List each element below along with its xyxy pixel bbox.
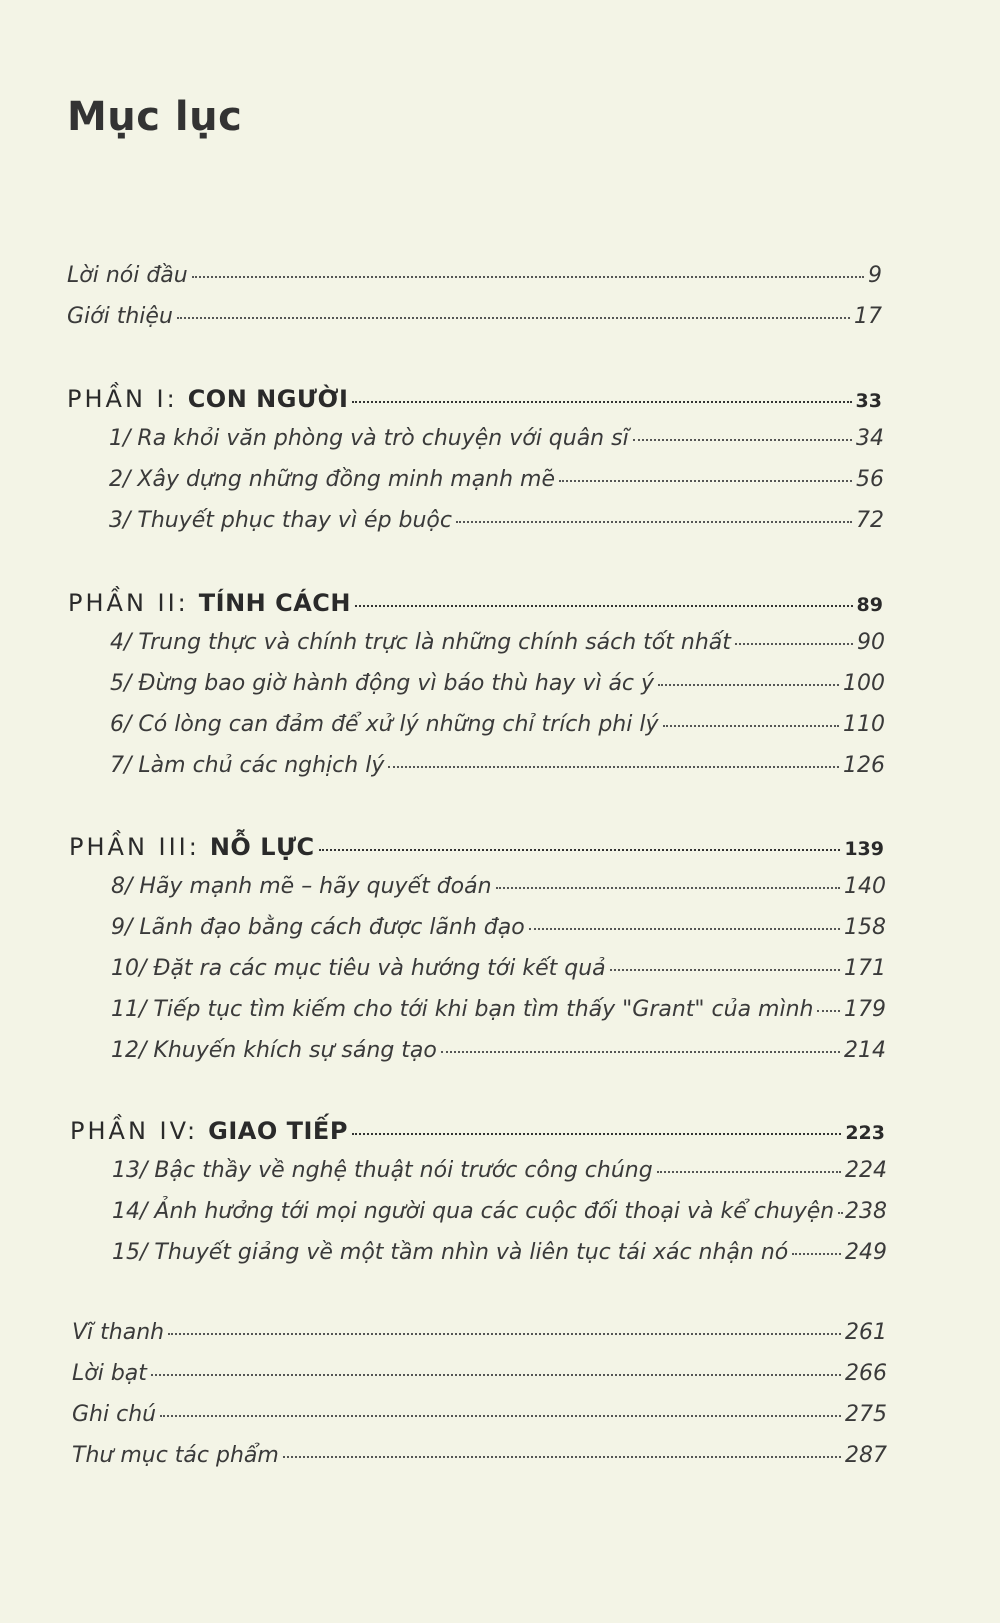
page-number: 139 bbox=[844, 838, 884, 860]
page-number: 33 bbox=[855, 390, 882, 412]
dot-leader bbox=[319, 848, 841, 851]
toc-chapter bbox=[109, 508, 884, 542]
toc-chapter bbox=[110, 671, 885, 705]
toc-chapter bbox=[110, 712, 885, 746]
toc-chapter bbox=[111, 997, 886, 1031]
entry-label: 2/ Xây dựng những đồng minh mạnh mẽ bbox=[109, 467, 556, 492]
entry-label: 5/ Đừng bao giờ hành động vì báo thù hay vì ác ý bbox=[110, 671, 655, 696]
page-number: 275 bbox=[845, 1402, 887, 1427]
page-number: 171 bbox=[844, 956, 886, 981]
page-number: 249 bbox=[845, 1240, 887, 1265]
entry-label: 14/ Ảnh hưởng tới mọi người qua các cuộc đối thoại và kể chuyện bbox=[112, 1199, 835, 1224]
toc-chapter bbox=[111, 874, 886, 908]
page-number: 266 bbox=[845, 1361, 887, 1386]
entry-label: 1/ Ra khỏi văn phòng và trò chuyện với quân sĩ bbox=[109, 426, 629, 451]
dot-leader bbox=[352, 1132, 841, 1135]
toc-chapter bbox=[109, 467, 884, 501]
dot-leader bbox=[388, 765, 839, 768]
toc-entry-afterword bbox=[72, 1361, 887, 1395]
dot-leader bbox=[663, 724, 840, 727]
page-number: 223 bbox=[845, 1122, 885, 1144]
part-number: PHẦN II: bbox=[68, 589, 189, 617]
entry-label: 9/ Lãnh đạo bằng cách được lãnh đạo bbox=[111, 915, 525, 940]
page-number: 224 bbox=[845, 1158, 887, 1183]
entry-label: 7/ Làm chủ các nghịch lý bbox=[110, 753, 385, 778]
toc-chapter bbox=[112, 1240, 887, 1274]
part-title: TÍNH CÁCH bbox=[198, 589, 351, 617]
dot-leader bbox=[151, 1373, 841, 1376]
dot-leader bbox=[160, 1414, 841, 1417]
entry-label: 3/ Thuyết phục thay vì ép buộc bbox=[109, 508, 452, 533]
entry-label: 10/ Đặt ra các mục tiêu và hướng tới kết quả bbox=[111, 956, 606, 981]
part-title: CON NGƯỜI bbox=[187, 385, 349, 413]
part-title: GIAO TIẾP bbox=[208, 1117, 348, 1145]
toc-entry-notes bbox=[72, 1402, 887, 1436]
page-number: 179 bbox=[844, 997, 886, 1022]
dot-leader bbox=[657, 1170, 841, 1173]
toc-chapter bbox=[111, 1038, 886, 1072]
page-number: 126 bbox=[843, 753, 885, 778]
toc-chapter bbox=[112, 1199, 887, 1233]
part-number: PHẦN III: bbox=[69, 833, 200, 861]
toc-part-heading bbox=[70, 1117, 885, 1151]
dot-leader bbox=[177, 316, 850, 319]
entry-label: Ghi chú bbox=[72, 1402, 157, 1427]
dot-leader bbox=[355, 604, 853, 607]
toc-chapter bbox=[110, 630, 885, 664]
page-number: 34 bbox=[856, 426, 884, 451]
page-number: 72 bbox=[856, 508, 884, 533]
toc-part-heading bbox=[67, 385, 882, 419]
dot-leader bbox=[441, 1050, 840, 1053]
page-number: 287 bbox=[845, 1443, 887, 1468]
entry-label: 13/ Bậc thầy về nghệ thuật nói trước công chúng bbox=[112, 1158, 653, 1183]
dot-leader bbox=[168, 1332, 841, 1335]
dot-leader bbox=[658, 683, 839, 686]
part-number: PHẦN I: bbox=[67, 385, 178, 413]
entry-label: 12/ Khuyến khích sự sáng tạo bbox=[111, 1038, 437, 1063]
page-number: 9 bbox=[868, 263, 882, 288]
page-number: 89 bbox=[856, 594, 883, 616]
dot-leader bbox=[192, 275, 864, 278]
page-number: 261 bbox=[845, 1320, 887, 1345]
dot-leader bbox=[838, 1211, 841, 1214]
entry-label: Lời bạt bbox=[72, 1361, 147, 1386]
page-number: 158 bbox=[844, 915, 886, 940]
entry-label: Giới thiệu bbox=[67, 304, 173, 329]
dot-leader bbox=[283, 1455, 841, 1458]
toc-chapter bbox=[112, 1158, 887, 1192]
dot-leader bbox=[633, 438, 852, 441]
toc-entry-epilogue bbox=[72, 1320, 887, 1354]
dot-leader bbox=[792, 1252, 841, 1255]
dot-leader bbox=[817, 1009, 840, 1012]
toc-entry-preface bbox=[67, 263, 882, 297]
toc-part-heading bbox=[69, 833, 884, 867]
toc-part-heading bbox=[68, 589, 883, 623]
page-number: 238 bbox=[845, 1199, 887, 1224]
entry-label: Vĩ thanh bbox=[72, 1320, 165, 1345]
toc-chapter bbox=[110, 753, 885, 787]
dot-leader bbox=[610, 968, 840, 971]
toc-chapter bbox=[111, 915, 886, 949]
entry-label: 15/ Thuyết giảng về một tầm nhìn và liên tục tái xác nhận nó bbox=[112, 1240, 789, 1265]
entry-label: 6/ Có lòng can đảm để xử lý những chỉ trích phi lý bbox=[110, 712, 659, 737]
page-number: 100 bbox=[843, 671, 885, 696]
page-number: 56 bbox=[856, 467, 884, 492]
part-title: NỖ LỰC bbox=[209, 833, 315, 861]
dot-leader bbox=[496, 886, 840, 889]
entry-label: Thư mục tác phẩm bbox=[72, 1443, 279, 1468]
toc-chapter bbox=[109, 426, 884, 460]
entry-label: Lời nói đầu bbox=[67, 263, 188, 288]
toc-chapter bbox=[111, 956, 886, 990]
entry-label: 8/ Hãy mạnh mẽ – hãy quyết đoán bbox=[111, 874, 492, 899]
dot-leader bbox=[559, 479, 852, 482]
page-number: 110 bbox=[843, 712, 885, 737]
page-title: Mục lục bbox=[67, 94, 243, 140]
page-number: 90 bbox=[857, 630, 885, 655]
dot-leader bbox=[352, 400, 851, 403]
entry-label: 11/ Tiếp tục tìm kiếm cho tới khi bạn tìm thấy "Grant" của mình bbox=[111, 997, 814, 1022]
page-number: 140 bbox=[844, 874, 886, 899]
entry-label: 4/ Trung thực và chính trực là những chính sách tốt nhất bbox=[110, 630, 731, 655]
toc-entry-introduction bbox=[67, 304, 882, 338]
page-number: 17 bbox=[854, 304, 882, 329]
page-number: 214 bbox=[844, 1038, 886, 1063]
toc-entry-bibliography bbox=[72, 1443, 887, 1477]
dot-leader bbox=[735, 642, 853, 645]
dot-leader bbox=[529, 927, 840, 930]
dot-leader bbox=[456, 520, 852, 523]
part-number: PHẦN IV: bbox=[70, 1117, 199, 1145]
